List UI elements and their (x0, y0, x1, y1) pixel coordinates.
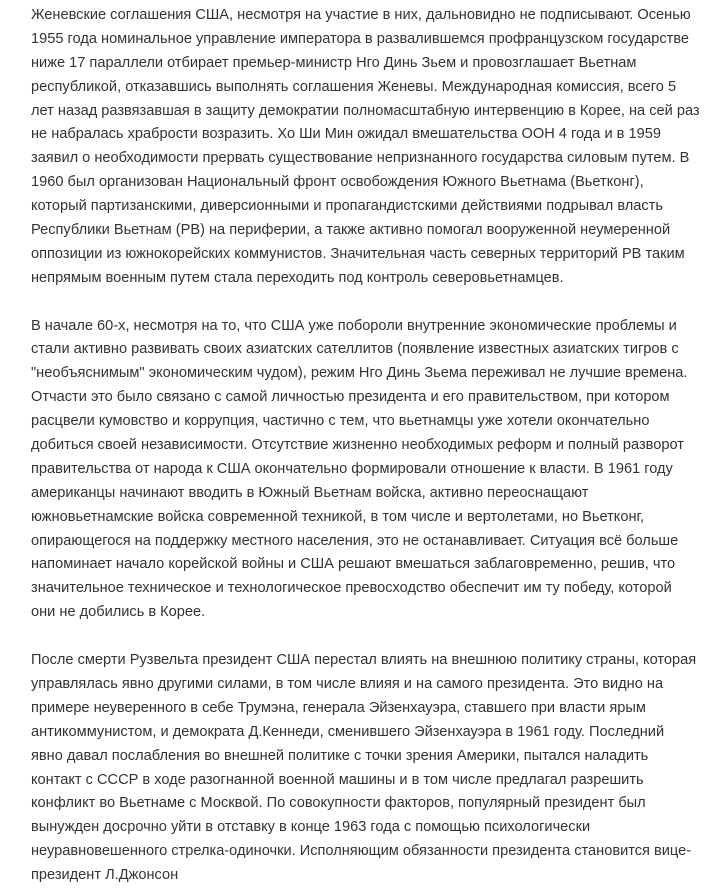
paragraph-2 (31, 315, 686, 626)
text-line: примере неуверенного в себе Трумэна, генерала Эйзенхауэра, ставшего при власти ярым (31, 699, 646, 716)
text-line: значительное техническое и технологическое превосходство обеспечит им ту победу, которой (31, 580, 672, 597)
text-line: В начале 60-х, несмотря на то, что США уже побороли внутренние экономические проблемы и (31, 317, 677, 334)
text-line: После смерти Рузвельта президент США перестал влиять на внешнюю политику страны, которая (31, 652, 697, 669)
text-line: американцы начинают вводить в Южный Вьетнам войска, активно переоснащают (31, 484, 589, 501)
text-line: который партизанскими, диверсионными и пропагандистскими действиями подрывал власть (31, 198, 663, 215)
text-line: Республики Вьетнам (РВ) на периферии, а также активно помогал вооруженной неумеренной (31, 222, 671, 239)
text-line: конфликт во Вьетнаме с Москвой. По совокупности факторов, популярный президент был (31, 795, 646, 812)
text-line: стали активно развивать своих азиатских сателлитов (появление известных азиатских тигров с (31, 341, 679, 358)
text-line: напоминает начало корейской войны и США решают вмешаться заблаговременно, решив, что (31, 556, 676, 573)
text-line: ниже 17 параллели отбирает премьер-министр Нго Динь Зьем и провозглашает Вьетнам (31, 54, 637, 71)
text-line: не набралась храбрости возразить. Хо Ши Мин ожидал вмешательства ООН 4 года и в 1959 (31, 126, 661, 143)
paragraph-3 (31, 649, 697, 888)
text-line: президент Л.Джонсон (31, 867, 179, 884)
text-line: республикой, отказавшись выполнять соглашения Женевы. Международная комиссия, всего 5 (31, 78, 677, 95)
article-body (31, 4, 700, 888)
paragraph-1 (31, 4, 700, 291)
text-line: Отчасти это было связано с самой личностью президента и его правительством, при котором (31, 389, 670, 406)
text-line: расцвели кумовство и коррупция, частично с тем, что вьетнамцы уже хотели окончательно (31, 413, 650, 430)
text-line: заявил о необходимости прервать существование непризнанного государства силовым путем. В (31, 150, 690, 167)
text-line: управлялась явно другими силами, в том числе влияя и на самого президента. Это видно на (31, 675, 664, 692)
text-line: Женевские соглашения США, несмотря на участие в них, дальновидно не подписывают. Осенью (31, 7, 691, 23)
paragraph-spacer (31, 625, 686, 649)
text-line: оппозиции из южнокорейских коммунистов. Значительная часть северных территорий РВ таким (31, 245, 685, 262)
text-line: опирающегося на поддержку местного населения, это не останавливает. Ситуация всё больше (31, 532, 679, 549)
text-line: непрямым военным путем стала переходить под контроль северовьетнамцев. (31, 269, 564, 286)
text-line: неуравновешенного стрелка-одиночки. Исполняющим обязанности президента становится вице- (31, 843, 692, 860)
text-line: лет назад развязавшая в защиту демократии полномасштабную интервенцию в Корее, на сей раз (31, 102, 700, 119)
text-line: явно давал послабления во внешней политике с точки зрения Америки, пытался наладить (31, 747, 649, 764)
text-line: контакт с СССР в ходе разогнанной военной машины и в том числе предлагал разрешить (31, 771, 644, 788)
text-line: 1955 года номинальное управление императора в развалившемся профранцузском государстве (31, 30, 690, 47)
text-line: правительства от народа к США окончательно формировали отношение к власти. В 1961 году (31, 460, 673, 477)
text-line: они не добились в Корее. (31, 604, 206, 621)
text-line: вынужден досрочно уйти в отставку в конце 1963 года с помощью психологически (31, 819, 591, 836)
text-line: "необъяснимым" экономическим чудом), режим Нго Динь Зьема переживал не лучшие времена. (31, 365, 688, 382)
text-line: 1960 был организован Национальный фронт освобождения Южного Вьетнама (Вьетконг), (31, 174, 644, 191)
text-line: южновьетнамские войска современной техникой, в том числе и вертолетами, но Вьетконг, (31, 508, 645, 525)
paragraph-spacer (31, 291, 686, 315)
text-line: антикоммунистом, и демократа Д.Кеннеди, сменившего Эйзенхауэра в 1961 году. Последний (31, 723, 665, 740)
text-line: добиться своей независимости. Отсутствие жизненно необходимых реформ и полный разворот (31, 437, 684, 454)
